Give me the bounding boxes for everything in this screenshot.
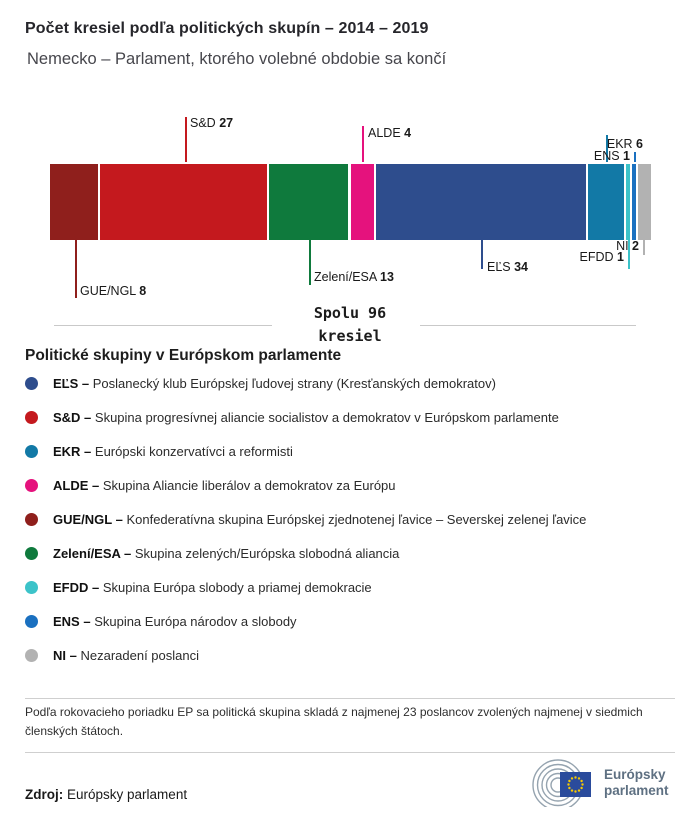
legend-dot-GUE/NGL [25, 513, 38, 526]
legend-label-ALDE: ALDE – Skupina Aliancie liberálov a demokratov za Európu [53, 477, 396, 493]
total-rule-right [420, 325, 636, 326]
bar-segment-EĽS [376, 164, 587, 240]
eu-flag-icon [560, 772, 591, 797]
legend-list [0, 366, 700, 672]
legend-dot-S&D [25, 411, 38, 424]
legend-dot-EFDD [25, 581, 38, 594]
callout-line-GUE/NGL [75, 240, 77, 298]
bar-segment-EKR [588, 164, 624, 240]
legend-dot-EĽS [25, 377, 38, 390]
legend-item-GUE/NGL [0, 502, 700, 536]
bar-segment-NI [638, 164, 651, 240]
legend-label-EFDD: EFDD – Skupina Európa slobody a priamej demokracie [53, 579, 372, 595]
bar-segment-Zelení/ESA [269, 164, 348, 240]
legend-heading: Politické skupiny v Európskom parlamente [25, 347, 342, 364]
legend-label-NI: NI – Nezaradení poslanci [53, 647, 199, 663]
bar-segment-ALDE [351, 164, 374, 240]
bar-segment-EFDD [626, 164, 630, 240]
seat-composition-chart [0, 0, 700, 350]
ep-logo-text-line2: parlament [604, 783, 669, 798]
callout-line-ENS [634, 152, 636, 162]
legend-label-EĽS: EĽS – Poslanecký klub Európskej ľudovej strany (Kresťanských demokratov) [53, 375, 496, 391]
legend-label-Zelení/ESA: Zelení/ESA – Skupina zelených/Európska slobodná aliancia [53, 545, 400, 561]
page-title: Počet kresiel podľa politických skupín – 2014 – 2019 [25, 20, 429, 37]
divider-top [25, 698, 675, 699]
legend-item-Zelení/ESA [0, 536, 700, 570]
legend-item-S&D [0, 400, 700, 434]
source-value: Európsky parlament [67, 787, 188, 802]
callout-label-EĽS: EĽS 34 [487, 260, 529, 274]
bar-segment-S&D [100, 164, 267, 240]
callout-line-Zelení/ESA [309, 240, 311, 285]
total-seats-line2: kresiel [318, 327, 382, 345]
total-seats-line1: Spolu 96 [313, 304, 387, 322]
callout-line-S&D [185, 117, 187, 162]
callout-line-ALDE [362, 126, 364, 162]
ep-hemicycle-flag-icon [528, 759, 596, 807]
ep-logo-text-line1: Európsky [604, 767, 666, 783]
legend-label-ENS: ENS – Skupina Európa národov a slobody [53, 613, 297, 629]
divider-bottom [25, 752, 675, 753]
page-subtitle: Nemecko – Parlament, ktorého volebné obdobie sa končí [27, 50, 447, 68]
legend-label-EKR: EKR – Európski konzervatívci a reformisti [53, 443, 293, 459]
source-line [25, 787, 187, 802]
legend-item-ENS [0, 604, 700, 638]
ep-logo [528, 757, 688, 809]
total-seats-label [285, 302, 415, 348]
total-rule-left [54, 325, 272, 326]
legend-dot-Zelení/ESA [25, 547, 38, 560]
source-label: Zdroj: [25, 787, 64, 802]
callout-label-EKR: EKR 6 [606, 137, 643, 151]
legend-dot-ENS [25, 615, 38, 628]
bar-segment-GUE/NGL [50, 164, 98, 240]
legend-label-GUE/NGL: GUE/NGL – Konfederatívna skupina Európskej zjednotenej ľavice – Severskej zelenej ľavice [53, 511, 587, 527]
callout-label-EFDD: EFDD 1 [579, 250, 624, 264]
bar-segment-ENS [632, 164, 636, 240]
callout-label-S&D: S&D 27 [190, 116, 234, 130]
legend-dot-EKR [25, 445, 38, 458]
callout-label-GUE/NGL: GUE/NGL 8 [80, 284, 147, 298]
callout-line-NI [643, 240, 645, 255]
legend-item-NI [0, 638, 700, 672]
callout-label-Zelení/ESA: Zelení/ESA 13 [314, 270, 394, 284]
legend-dot-ALDE [25, 479, 38, 492]
legend-item-EFDD [0, 570, 700, 604]
legend-label-S&D: S&D – Skupina progresívnej aliancie socialistov a demokratov v Európskom parlamente [53, 409, 559, 425]
legend-item-EĽS [0, 366, 700, 400]
legend-dot-NI [25, 649, 38, 662]
legend-item-ALDE [0, 468, 700, 502]
callout-label-NI: NI 2 [616, 239, 639, 253]
callout-label-ENS: ENS 1 [593, 149, 630, 163]
ep-logo-text [604, 767, 669, 799]
callout-line-EĽS [481, 240, 483, 269]
footnote: Podľa rokovacieho poriadku EP sa politická skupina skladá z najmenej 23 poslancov zvolených najmenej v siedmich členských štátoch. [25, 705, 643, 738]
callout-label-ALDE: ALDE 4 [368, 126, 412, 140]
legend-item-EKR [0, 434, 700, 468]
